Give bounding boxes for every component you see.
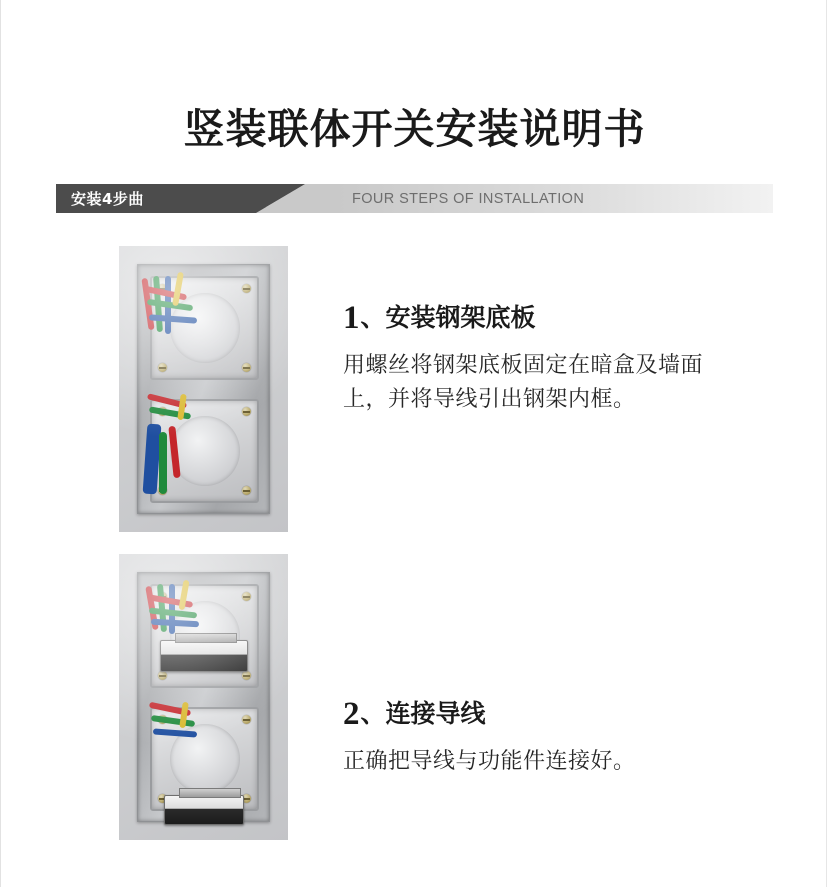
step-2-number: 2 <box>343 696 360 732</box>
step-2-heading <box>343 694 708 733</box>
step-1-number: 1 <box>343 300 360 336</box>
step-2-text <box>288 554 708 840</box>
step-1-separator: 、 <box>360 303 386 332</box>
wire-bundle-bottom <box>119 246 288 532</box>
banner-wedge-divider <box>256 184 338 213</box>
page-title: 竖装联体开关安装说明书 <box>183 105 646 153</box>
banner-label-en: FOUR STEPS OF INSTALLATION <box>338 184 773 213</box>
step-2-photo-wire-connection <box>119 554 288 840</box>
step-2-block <box>119 554 708 840</box>
wire-red <box>168 426 180 478</box>
section-banner <box>56 184 773 213</box>
wire-green <box>159 432 167 494</box>
step-1-heading-text: 安装钢架底板 <box>385 303 536 332</box>
step-1-heading <box>343 298 708 337</box>
step-1-body: 用螺丝将钢架底板固定在暗盒及墙面上，并将导线引出钢架内框。 <box>343 353 704 413</box>
step-1-photo-steel-base-plate <box>119 246 288 532</box>
step-2-body: 正确把导线与功能件连接好。 <box>343 749 636 774</box>
banner-label-cn: 安装4步曲 <box>56 184 256 213</box>
step-2-separator: 、 <box>360 699 386 728</box>
step-2-heading-text: 连接导线 <box>385 699 486 728</box>
wire-blue <box>153 728 197 737</box>
step-1-block <box>119 246 708 532</box>
wire-green <box>151 715 195 727</box>
wire-bundle-bottom <box>119 554 288 840</box>
step-1-text <box>288 246 708 532</box>
